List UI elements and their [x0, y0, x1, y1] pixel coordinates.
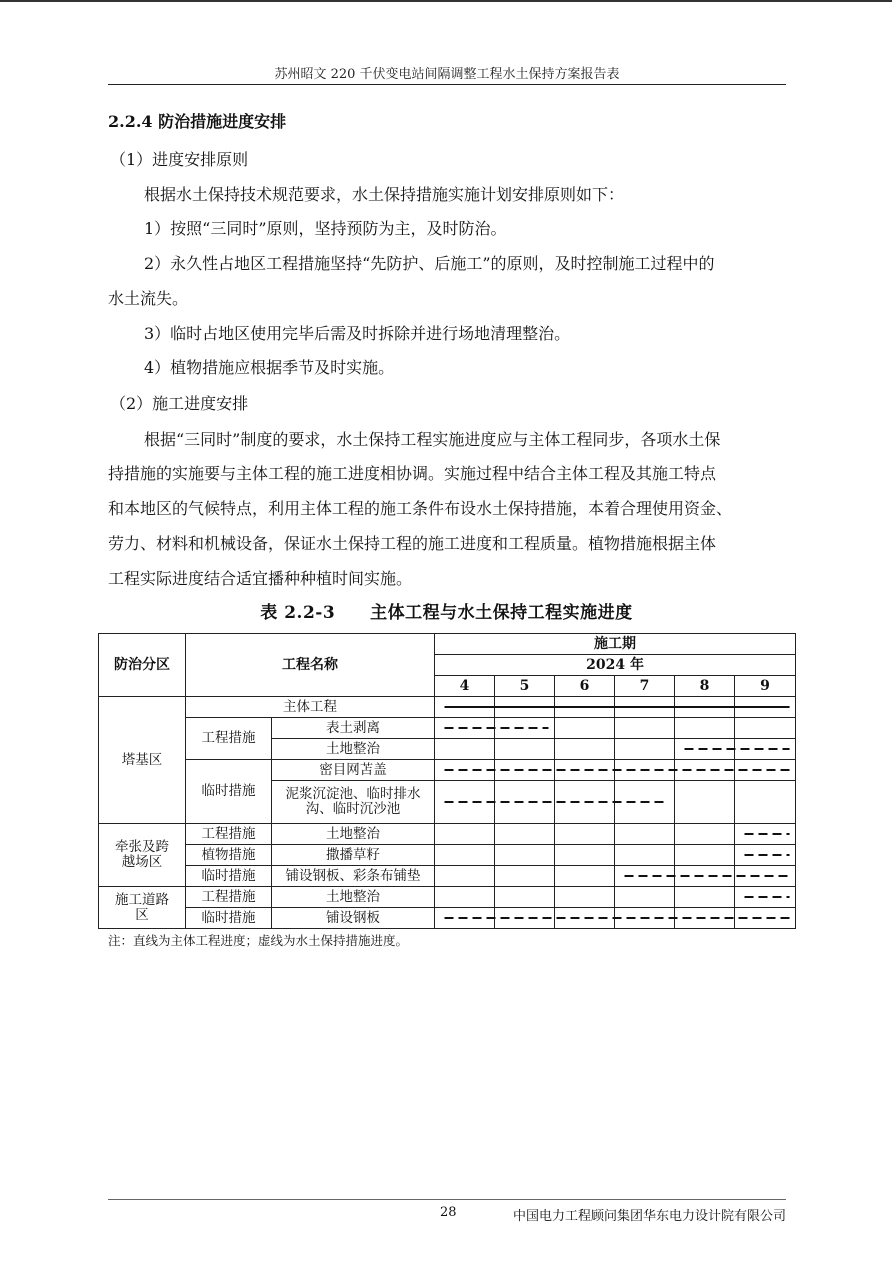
item-line: 沟、临时沉沙池 [305, 801, 401, 817]
item-cell: 铺设钢板 [272, 908, 435, 929]
measure-type-cell: 工程措施 [186, 824, 272, 845]
footer-rule [108, 1199, 786, 1200]
header-period: 施工期 [435, 634, 796, 655]
measure-type-cell: 工程措施 [186, 718, 272, 760]
paragraph-line: 1）按照“三同时”原则，坚持预防为主，及时防治。 [144, 219, 507, 238]
item-cell: 撒播草籽 [272, 845, 435, 866]
measure-type-cell: 临时措施 [186, 908, 272, 929]
footer-organization: 中国电力工程顾问集团华东电力设计院有限公司 [512, 1209, 786, 1224]
header-month: 6 [555, 676, 615, 697]
item-cell: 土地整治 [272, 887, 435, 908]
measure-type-cell: 临时措施 [186, 760, 272, 824]
item-line: 泥浆沉淀池、临时排水 [285, 786, 421, 802]
item-cell: 表土剥离 [272, 718, 435, 739]
paragraph-line: 4）植物措施应根据季节及时实施。 [144, 358, 395, 377]
header-month: 8 [675, 676, 735, 697]
running-header: 苏州昭文 220 千伏变电站间隔调整工程水土保持方案报告表 [274, 67, 620, 82]
paragraph-line: 工程实际进度结合适宜播种种植时间实施。 [108, 569, 413, 588]
header-year: 2024 年 [435, 655, 796, 676]
header-zone: 防治分区 [99, 634, 186, 697]
zone-line: 区 [135, 906, 149, 923]
paragraph-line: 2）永久性占地区工程措施坚持“先防护、后施工”的原则，及时控制施工过程中的 [144, 254, 715, 273]
measure-type-cell: 工程措施 [186, 887, 272, 908]
zone-line: 越场区 [121, 854, 163, 870]
subheading-principles: （1）进度安排原则 [110, 150, 249, 169]
paragraph-line: 水土流失。 [108, 289, 189, 308]
paragraph-line: 根据“三同时”制度的要求，水土保持工程实施进度应与主体工程同步，各项水土保 [144, 430, 721, 449]
item-cell: 土地整治 [272, 739, 435, 760]
header-month: 4 [435, 676, 495, 697]
zone-line: 施工道路 [115, 891, 169, 908]
zone-line: 牵张及跨 [115, 839, 169, 855]
item-cell: 主体工程 [186, 697, 435, 718]
item-cell: 土地整治 [272, 824, 435, 845]
page-number: 28 [440, 1205, 457, 1220]
paragraph-line: 3）临时占地区使用完毕后需及时拆除并进行场地清理整治。 [144, 324, 571, 343]
table-caption: 表 2.2-3 主体工程与水土保持工程实施进度 [260, 603, 633, 623]
measure-type-cell: 植物措施 [186, 845, 272, 866]
subheading-schedule: （2）施工进度安排 [110, 394, 249, 413]
measure-type-cell: 临时措施 [186, 866, 272, 887]
table-note: 注：直线为主体工程进度；虚线为水土保持措施进度。 [108, 933, 409, 948]
paragraph-line: 劳力、材料和机械设备，保证水土保持工程的施工进度和工程质量。植物措施根据主体 [108, 534, 717, 553]
paragraph-line: 持措施的实施要与主体工程的施工进度相协调。实施过程中结合主体工程及其施工特点 [108, 464, 717, 483]
item-cell: 密目网苫盖 [272, 760, 435, 781]
header-month: 7 [615, 676, 675, 697]
paragraph-line: 和本地区的气候特点，利用主体工程的施工条件布设水土保持措施，本着合理使用资金、 [108, 499, 733, 518]
header-name: 工程名称 [186, 634, 435, 697]
zone-cell-tower: 塔基区 [99, 697, 186, 824]
header-month: 5 [495, 676, 555, 697]
section-heading: 2.2.4 防治措施进度安排 [108, 112, 287, 131]
paragraph-line: 根据水土保持技术规范要求，水土保持措施实施计划安排原则如下： [144, 185, 625, 204]
header-month: 9 [735, 676, 796, 697]
item-cell: 铺设钢板、彩条布铺垫 [272, 866, 435, 887]
